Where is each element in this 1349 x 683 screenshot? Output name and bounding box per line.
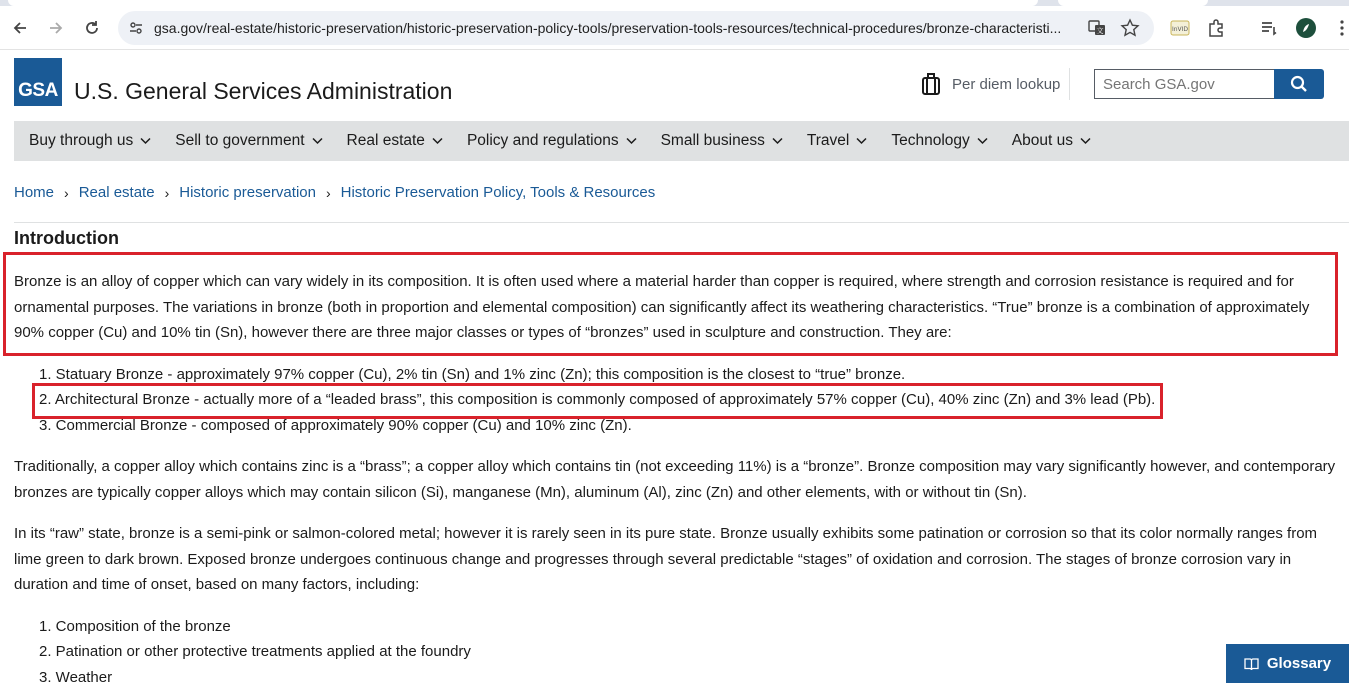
intro-paragraph: Bronze is an alloy of copper which can vary widely in its composition. It is often used where a material harder than copper is required, where strength and corrosion resistance is required and for ornamental purposes. The variations in bronze (both in proportion and elemental composition) can significantly affect its weathering characteristics. “True” bronze is a combination of approximately 90% copper (Cu) and 10% tin (Sn), however there are three major classes or types of “bronzes” used in sculpture and construction. They are: [14, 273, 1310, 341]
list-item: 2. Architectural Bronze - actually more of a “leaded brass”, this composition is commonly composed of approximately 57% copper (Cu), 40% zinc (Zn) and 3% lead (Pb). [39, 391, 1156, 408]
browser-menu-icon[interactable] [1330, 16, 1349, 40]
chevron-down-icon [140, 137, 151, 145]
header-divider [1069, 68, 1070, 100]
list-item: 3. Weather [39, 668, 113, 683]
list-item: 2. Patination or other protective treatments applied at the foundry [39, 643, 471, 660]
nav-item-label: Policy and regulations [466, 132, 619, 149]
breadcrumb-policy-tools-resources[interactable]: Historic Preservation Policy, Tools & Resources [340, 184, 656, 201]
nav-item-label: Real estate [346, 132, 425, 149]
book-icon [1244, 657, 1259, 671]
nav-item-label: Small business [660, 132, 765, 149]
list-item: 3. Commercial Bronze - composed of approximately 90% copper (Cu) and 10% zinc (Zn). [39, 416, 632, 434]
nav-item-label: Sell to government [175, 132, 305, 149]
search-button[interactable] [1274, 69, 1324, 99]
forward-icon[interactable] [43, 15, 69, 41]
chevron-down-icon [856, 137, 867, 145]
factors-list [39, 614, 1339, 683]
url-text[interactable]: gsa.gov/real-estate/historic-preservation/historic-preservation-policy-tools/preservation-tools-resources/technical-procedures/bronze-characteristi... [154, 20, 1062, 36]
main-navigation [14, 121, 1349, 161]
back-icon[interactable] [7, 15, 33, 41]
list-item: 1. Composition of the bronze [39, 617, 231, 635]
chevron-down-icon [312, 137, 323, 145]
agency-name[interactable]: U.S. General Services Administration [74, 78, 453, 104]
gsa-logo[interactable]: GSA [14, 58, 62, 106]
breadcrumb-home[interactable]: Home [14, 184, 55, 201]
nav-item-policy-and-regulations[interactable] [467, 132, 637, 150]
chevron-down-icon [1080, 137, 1091, 145]
bookmark-star-icon[interactable] [1120, 18, 1140, 38]
profile-avatar-icon[interactable] [1294, 16, 1318, 40]
browser-toolbar [0, 6, 1349, 50]
extensions-puzzle-icon[interactable] [1204, 16, 1228, 40]
nav-item-sell-to-government[interactable] [175, 132, 322, 150]
bronze-types-list [39, 362, 1339, 439]
brass-bronze-paragraph: Traditionally, a copper alloy which contains zinc is a “brass”; a copper alloy which contains tin (not exceeding 11%) is a “bronze”. Bronze composition may vary significantly however, and contemporary bronzes are typically copper alloys which may contain silicon (Si), manganese (Mn), aluminum (Al), zinc (Zn) and other elements, with or without tin (Sn). [14, 458, 1336, 501]
breadcrumb [14, 184, 655, 201]
chevron-down-icon [772, 137, 783, 145]
search-icon [1290, 75, 1308, 93]
main-content [14, 226, 1339, 683]
site-settings-icon[interactable] [128, 20, 144, 36]
chevron-down-icon [977, 137, 988, 145]
nav-item-real-estate[interactable] [347, 132, 443, 150]
list-item: 1. Statuary Bronze - approximately 97% copper (Cu), 2% tin (Sn) and 1% zinc (Zn); this composition is the closest to “true” bronze. [39, 365, 906, 383]
nav-item-buy-through-us[interactable] [29, 132, 151, 150]
svg-text:文: 文 [1096, 27, 1104, 35]
raw-state-paragraph: In its “raw” state, bronze is a semi-pink or salmon-colored metal; however it is rarely seen in its pure state. Bronze usually exhibits some patination or corrosion so that its color normally ranges from lime green to dark brown. Exposed bronze undergoes continuous change and progresses through several predictable “stages” of oxidation and corrosion. The stages of bronze corrosion vary in duration and time of onset, based on many factors, including: [14, 525, 1318, 593]
breadcrumb-separator: › [64, 184, 69, 201]
nav-item-label: Buy through us [29, 132, 134, 149]
breadcrumb-historic-preservation[interactable]: Historic preservation [179, 184, 316, 201]
nav-item-small-business[interactable] [661, 132, 783, 150]
svg-text:InVID: InVID [1171, 26, 1189, 33]
glossary-label: Glossary [1266, 655, 1332, 672]
nav-item-travel[interactable] [807, 132, 868, 150]
nav-item-technology[interactable] [891, 132, 987, 150]
breadcrumb-real-estate[interactable]: Real estate [78, 184, 155, 201]
translate-icon[interactable] [1088, 19, 1106, 37]
nav-item-about-us[interactable] [1012, 132, 1091, 150]
breadcrumb-separator: › [325, 184, 331, 201]
nav-item-label: Travel [806, 132, 850, 149]
per-diem-label: Per diem lookup [952, 75, 1061, 93]
chevron-down-icon [432, 137, 443, 145]
reload-icon[interactable] [79, 15, 105, 41]
address-bar[interactable] [118, 11, 1154, 45]
per-diem-link[interactable] [920, 70, 1060, 98]
chevron-down-icon [626, 137, 637, 145]
nav-item-label: Technology [891, 132, 970, 149]
divider [14, 222, 1349, 223]
breadcrumb-separator: › [164, 184, 170, 201]
glossary-button[interactable] [1226, 644, 1349, 683]
search-input[interactable] [1094, 69, 1275, 99]
nav-item-label: About us [1011, 132, 1073, 149]
luggage-icon [920, 72, 942, 96]
reading-list-icon[interactable] [1257, 16, 1281, 40]
invid-extension-icon[interactable] [1168, 16, 1192, 40]
section-heading: Introduction [14, 228, 119, 248]
